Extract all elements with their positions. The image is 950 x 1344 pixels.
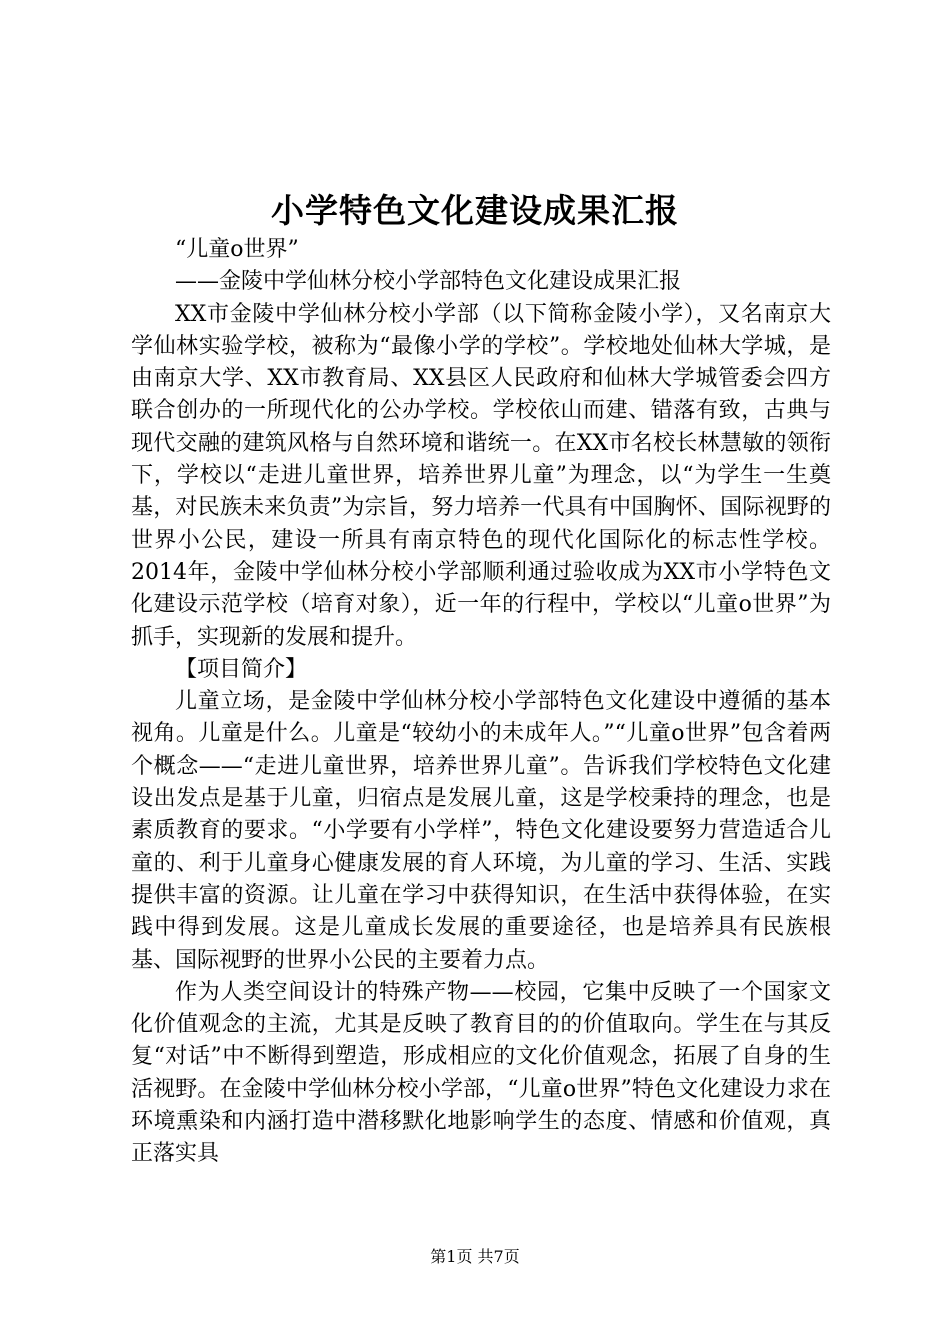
paragraph-children-stance: 儿童立场，是金陵中学仙林分校小学部特色文化建设中遵循的基本视角。儿童是什么。儿童是“较幼小的未成年人。”“儿童o世界”包含着两个概念——“走进儿童世界，培养世界儿童”。告诉我们学校特色文化建设出发点是基于儿童，归宿点是发展儿童，这是学校秉持的理念，也是素质教育的要求。“小学要有小学样”，特色文化建设要努力营造适合儿童的、利于儿童身心健康发展的育人环境，为儿童的学习、生活、实践提供丰富的资源。让儿童在学习中获得知识，在生活中获得体验，在实践中得到发展。这是儿童成长发展的重要途径，也是培养具有民族根基、国际视野的世界小公民的主要着力点。 xyxy=(131,689,831,973)
paragraph-intro: XX市金陵中学仙林分校小学部（以下简称金陵小学），又名南京大学仙林实验学校，被称为“最像小学的学校”。学校地处仙林大学城，是由南京大学、XX市教育局、XX县区人民政府和仙林大学城管委会四方联合创办的一所现代化的公办学校。学校依山而建、错落有致，古典与现代交融的建筑风格与自然环境和谐统一。在XX市名校长林慧敏的领衔下，学校以“走进儿童世界，培养世界儿童”为理念，以“为学生一生奠基，对民族未来负责”为宗旨，努力培养一代具有中国胸怀、国际视野的世界小公民，建设一所具有南京特色的现代化国际化的标志性学校。2014年，金陵中学仙林分校小学部顺利通过验收成为XX市小学特色文化建设示范学校（培育对象），近一年的行程中，学校以“儿童o世界”为抓手，实现新的发展和提升。 xyxy=(131,301,831,650)
document-body xyxy=(131,234,831,1171)
subtitle-line-1: “儿童o世界” xyxy=(175,237,299,262)
section-heading-project-intro: 【项目简介】 xyxy=(175,656,308,682)
document-title: 小学特色文化建设成果汇报 xyxy=(271,191,679,230)
page-footer: 第1页 共7页 xyxy=(430,1247,520,1266)
subtitle-line-2: ——金陵中学仙林分校小学部特色文化建设成果汇报 xyxy=(175,269,682,295)
paragraph-campus-design: 作为人类空间设计的特殊产物——校园，它集中反映了一个国家文化价值观念的主流，尤其是反映了教育目的的价值取向。学生在与其反复“对话”中不断得到塑造，形成相应的文化价值观念，拓展了自身的生活视野。在金陵中学仙林分校小学部，“儿童o世界”特色文化建设力求在环境熏染和内涵打造中潜移默化地影响学生的态度、情感和价值观，真正落实具 xyxy=(131,979,831,1167)
